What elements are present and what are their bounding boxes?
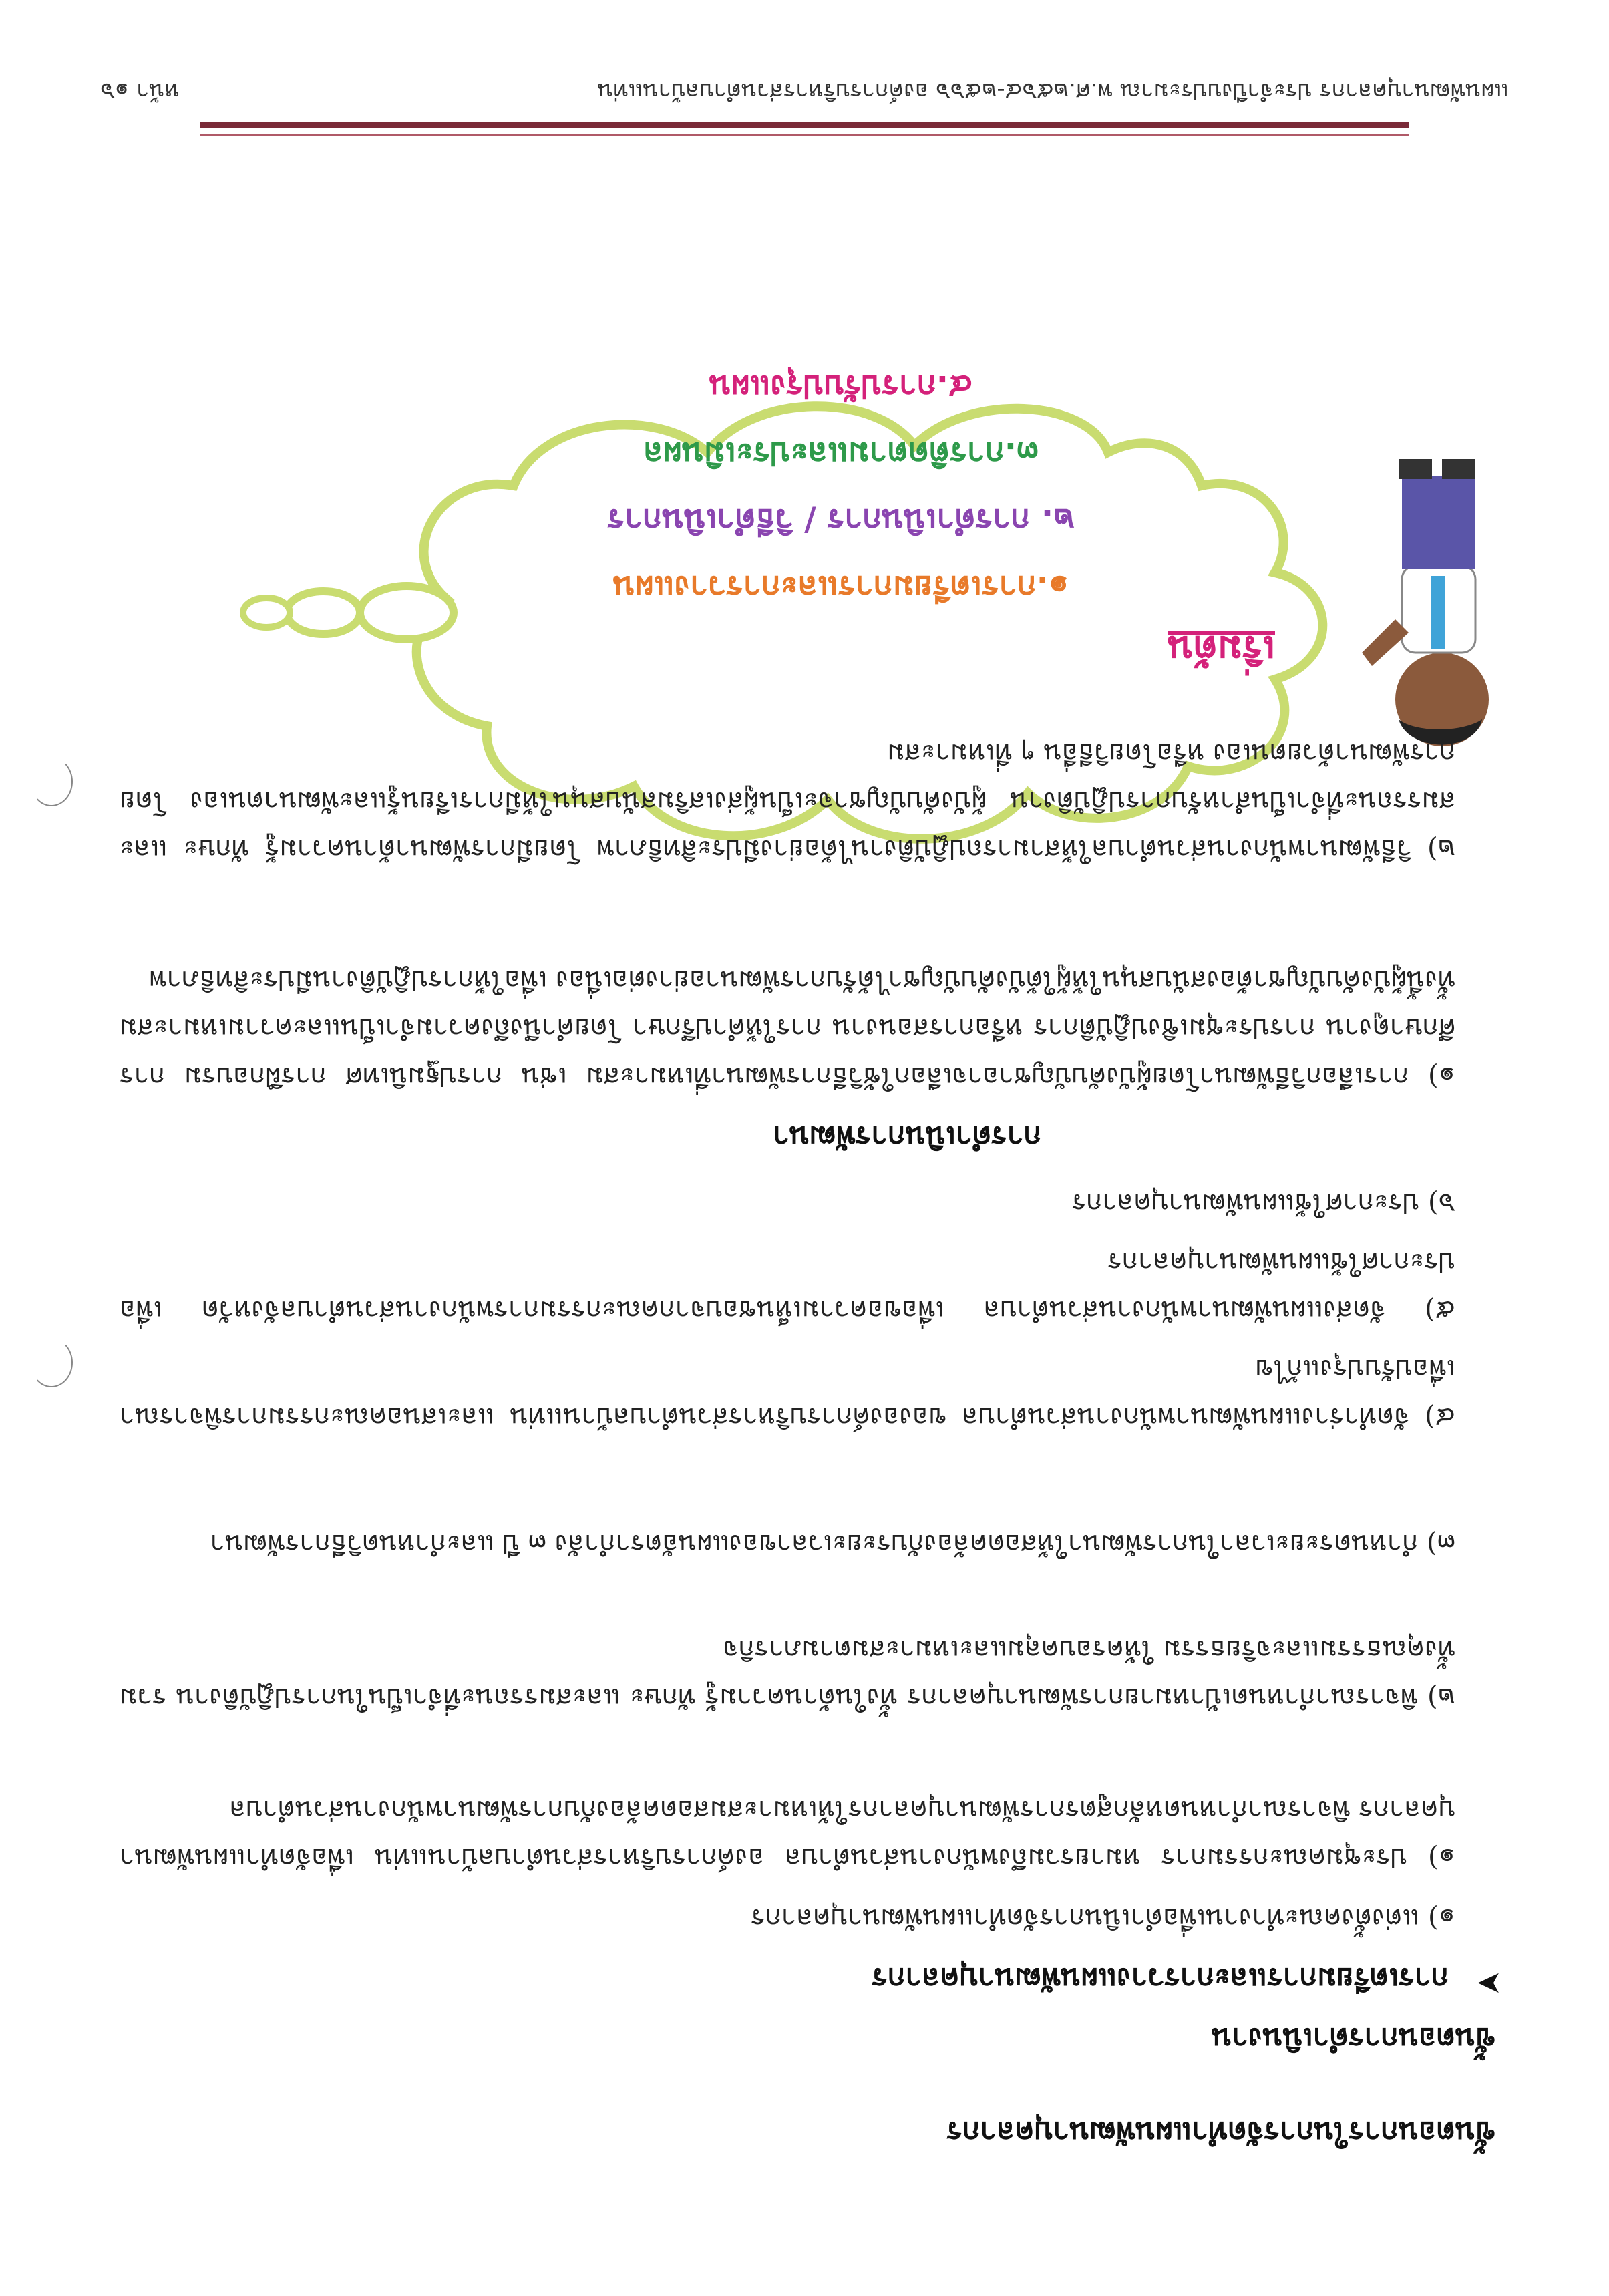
header-rule	[200, 122, 1409, 128]
prep-item-3: ๓) กำหนดระยะเวลาในการพัฒนาให้สอดคล้องกับระยะเวลาของแผนอัตรากำลัง ๓ ปี และกำหนดวิธีการพัฒนา	[210, 1528, 1455, 1559]
cloud-item-2: ๒. การดำเนินการ / วิธีดำเนินการ	[607, 502, 1075, 539]
dev-paragraph-2: ๒) วิธีพัฒนาพนักงานส่วนตำบลให้สามารถปฏิบัติงานได้อย่างมีประสิทธิภาพ โดยมีการพัฒนาด้านความรู้ ทักษะ และสมรรถนะที่จำเป็นสำหรับการปฏิบัติงาน ผู้บังคับบัญชาจะเป็นผู้ส่งเสริมสนับสนุนให้มีการเรียนรู้และพัฒนาตนเอง โดยการพัฒนาด้วยตนเอง หรือโดยวิธีอื่น ๆ ที่เหมาะสม	[120, 737, 1455, 864]
cloud-item-4: ๔.การปรับปรุงแผน	[709, 368, 973, 405]
prep-item-4: ๔) จัดทำร่างแผนพัฒนาพนักงานส่วนตำบล ขององค์การบริหารส่วนตำบลบ้านแท่น และเสนอคณะกรรมการพิจารณาเพื่อปรับปรุงแก้ไข	[120, 1353, 1455, 1432]
begin-heading: เริ่มต้น	[1168, 627, 1275, 671]
prep-item-6: ๖) ประกาศใช้แผนพัฒนาบุคลากร	[1071, 1188, 1455, 1218]
section-subtitle-prep: การเตรียมการและการวางแผนพัฒนาบุคลากร	[872, 1961, 1449, 1995]
header-title: แผนพัฒนาบุคลากร ประจำปีงบประมาณ พ.ศ.๒๕๖๔-๒๕๖๖ องค์การบริหารส่วนตำบลบ้านแท่น	[597, 77, 1509, 104]
page-number: หน้า ๑๖	[100, 77, 180, 104]
section-title-steps: ขั้นตอนการดำเนินงาน	[1212, 2021, 1495, 2056]
prep-item-5: ๕) จัดส่งแผนพัฒนาพนักงานส่วนตำบล เพื่อขอความเห็นชอบจากคณะกรรมการพนักงานส่วนตำบลจังหวัด เพื่อประกาศใช้แผนพัฒนาบุคลากร	[120, 1247, 1455, 1325]
prep-item-1: ๑) ประชุมคณะกรรมการ หมายรวมถึงพนักงานส่วนตำบล องค์การบริหารส่วนตำบลบ้านแท่น เพื่อจัดทำแผนพัฒนาบุคลากร พิจารณากำหนดหลักสูตรการพัฒนาบุคลากรให้เหมาะสมสอดคล้องกับการพัฒนาพนักงานส่วนตำบล	[120, 1794, 1455, 1873]
prep-intro: ๑) แต่งตั้งคณะทำงานเพื่อดำเนินการจัดทำแผนพัฒนาบุคลากร	[751, 1903, 1455, 1933]
page-header	[100, 71, 1509, 112]
prep-item-2: ๒) พิจารณากำหนดเป้าหมายการพัฒนาบุคลากร ทั้งในด้านความรู้ ทักษะ และสมรรถนะที่จำเป็นในการปฏิบัติงาน รวมทั้งคุณธรรมและจริยธรรม ให้ครอบคลุมและเหมาะสมตามภารกิจ	[120, 1634, 1455, 1713]
arrow-bullet-icon: ➤	[1476, 1966, 1502, 2002]
punch-hole	[30, 757, 73, 806]
page-main-heading: ขั้นตอนการในการจัดทำแผนพัฒนาบุคลากร	[946, 2115, 1495, 2149]
dev-paragraph-1: ๑) การเลือกวิธีพัฒนาโดยผู้บังคับบัญชาอาจเลือกใช้วิธีการพัฒนาที่เหมาะสม เช่น การปฐมนิเทศ การฝึกอบรม การศึกษาดูงาน การประชุมเชิงปฏิบัติการ หรือการสอนงาน การให้คำปรึกษา โดยคำนึงถึงความจำเป็นและความเหมาะสม ทั้งนี้ผู้บังคับบัญชาต้องสนับสนุนให้ผู้ใต้บังคับบัญชาได้รับการพัฒนาอย่างต่อเนื่อง เพื่อให้การปฏิบัติงานมีประสิทธิภาพ	[120, 965, 1455, 1092]
section-title-development: การดำเนินการพัฒนา	[773, 1120, 1041, 1154]
punch-hole	[30, 1338, 73, 1387]
cloud-item-1: ๑.การเตรียมการและการวางแผน	[612, 568, 1069, 606]
cartoon-man-icon	[1355, 452, 1515, 760]
header-rule-thin	[200, 134, 1409, 136]
cloud-item-3: ๓.การติดตามและประเมินผล	[643, 435, 1039, 472]
